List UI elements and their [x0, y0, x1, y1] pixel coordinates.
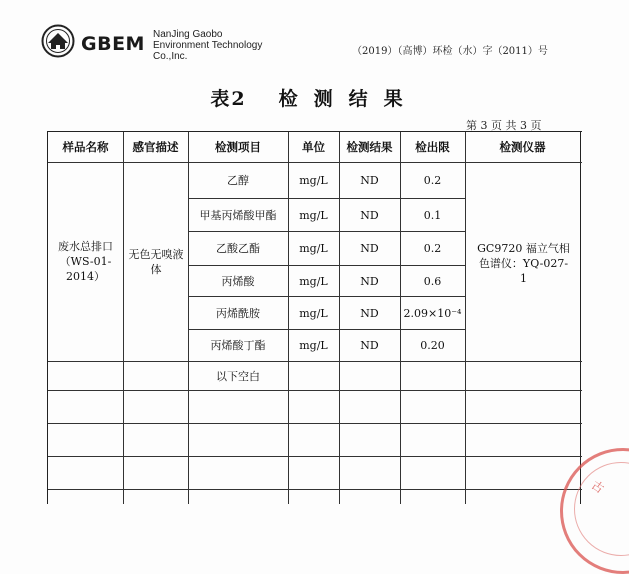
company-line: Environment Technology [153, 40, 263, 51]
header-limit: 检出限 [415, 139, 450, 154]
sensory-cell: 无色无嗅液体 [128, 248, 184, 276]
header-unit: 单位 [302, 139, 325, 154]
results-table [47, 131, 582, 504]
row-result: ND [360, 208, 379, 222]
table-divider [48, 390, 582, 391]
header-sensory: 感官描述 [132, 139, 179, 154]
company-logo-icon [41, 24, 75, 58]
row-result: ND [360, 339, 379, 352]
row-result: ND [360, 306, 379, 320]
row-unit: mg/L [299, 208, 328, 222]
row-unit: mg/L [299, 242, 328, 255]
table-divider [48, 456, 582, 457]
header-result: 检测结果 [346, 139, 393, 154]
table-border [580, 132, 581, 504]
table-divider [48, 423, 582, 424]
stamp-text: 古 [588, 477, 607, 497]
row-limit: 0.2 [423, 174, 442, 187]
row-item: 丙烯酸 [221, 274, 255, 288]
row-item: 丙烯酰胺 [216, 306, 260, 320]
company-name [153, 29, 262, 62]
brand-name: GBEM [81, 33, 145, 55]
row-result: ND [360, 274, 379, 288]
sample-name-cell: 废水总排口（WS-01-2014） [58, 239, 113, 283]
row-item: 丙烯酸丁酯 [210, 339, 266, 352]
header-sample-name: 样品名称 [62, 139, 109, 154]
row-item: 乙酸乙酯 [216, 242, 260, 255]
title-main: 检测结果 [278, 88, 419, 110]
row-limit: 2.09×10⁻⁴ [403, 306, 462, 320]
title-prefix: 表2 [210, 88, 247, 110]
row-unit: mg/L [299, 339, 328, 352]
table-divider [123, 132, 124, 504]
header-instrument: 检测仪器 [499, 139, 546, 154]
company-line: Co.,Inc. [153, 51, 188, 62]
company-line: NanJing Gaobo [153, 29, 223, 40]
table-divider [48, 361, 582, 362]
page-title [0, 84, 629, 111]
table-divider [465, 132, 466, 504]
page-number: 第 3 页 共 3 页 [466, 119, 542, 132]
row-result: ND [360, 242, 379, 255]
table-divider [48, 489, 582, 490]
blank-note: 以下空白 [216, 369, 260, 383]
row-unit: mg/L [299, 274, 328, 288]
header-item: 检测项目 [215, 139, 261, 154]
row-item: 乙醇 [227, 174, 249, 187]
row-limit: 0.2 [423, 242, 442, 255]
instrument-cell: GC9720 福立气相色谱仪：YQ-027-1 [477, 241, 570, 285]
document-number: （2019）（高博）环检（水）字（2011）号 [352, 46, 548, 57]
row-item: 甲基丙烯酸甲酯 [199, 208, 277, 222]
row-result: ND [360, 174, 379, 187]
row-limit: 0.20 [420, 339, 445, 352]
row-limit: 0.1 [423, 208, 442, 222]
row-unit: mg/L [299, 306, 328, 320]
row-limit: 0.6 [423, 274, 442, 288]
row-unit: mg/L [299, 174, 328, 187]
